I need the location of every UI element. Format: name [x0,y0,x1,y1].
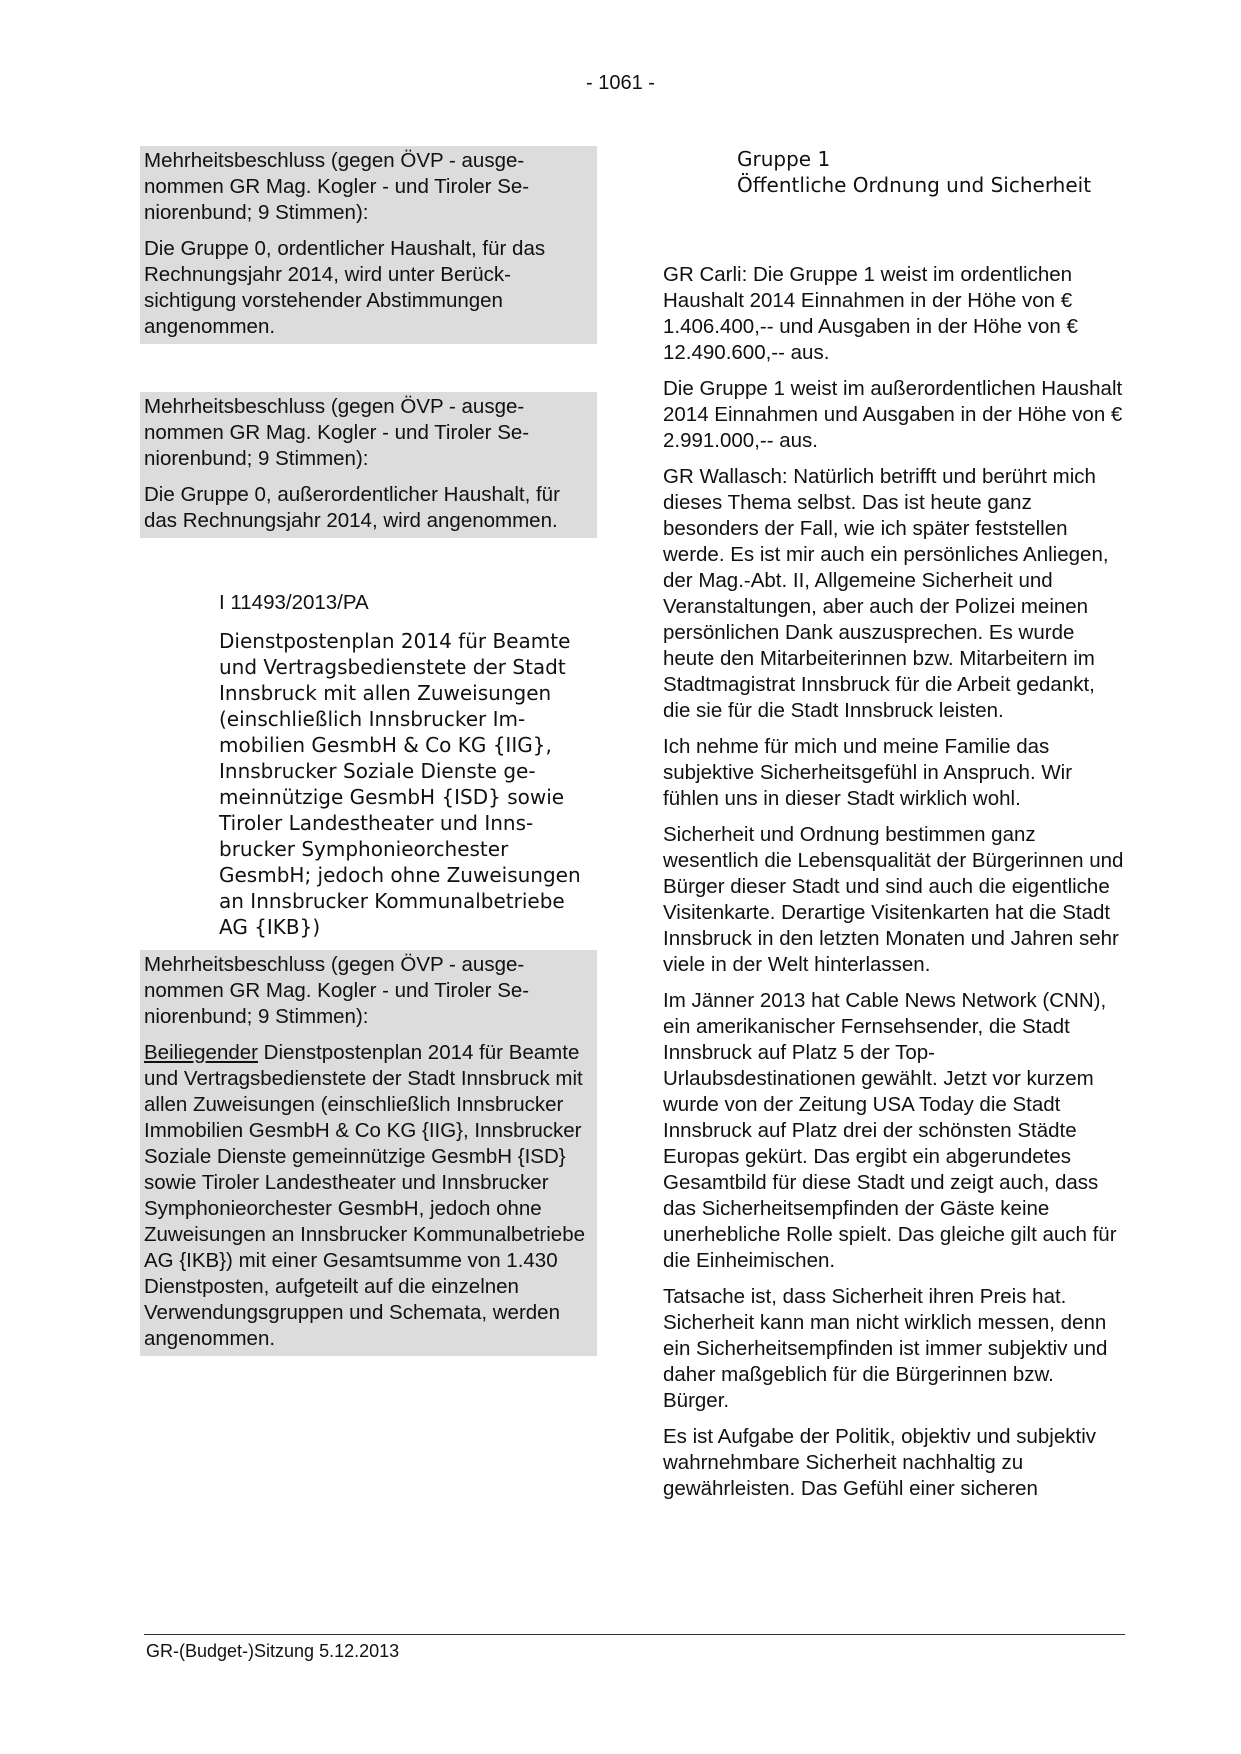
left-column [144,146,597,1356]
paragraph-4: Ich nehme für mich und meine Familie das subjektive Sicherheitsgefühl in Anspruch. Wir fühlen uns in dieser Stadt wirklich wohl. [663,735,1073,810]
resolution-box-1 [140,146,597,344]
paragraph-7: Tatsache ist, dass Sicherheit ihren Preis hat. Sicherheit kann man nicht wirklich messen, denn ein Sicherheitsempfinden ist immer subjektiv und daher maßgeblich für die Bürgerinnen bzw. Bürger. [663,1285,1108,1412]
page-number: - 1061 - [586,72,655,94]
paragraph-1: GR Carli: Die Gruppe 1 weist im ordentlichen Haushalt 2014 Einnahmen in der Höhe von € 1.406.400,-- und Ausgaben in der Höhe von € 12.490.600,-- aus. [663,263,1078,364]
resolution-heading: Mehrheitsbeschluss (gegen ÖVP - ausgenommen GR Mag. Kogler - und Tiroler Seniorenbund; 9 Stimmen): [144,395,530,470]
resolution-text: Die Gruppe 0, ordentlicher Haushalt, für das Rechnungsjahr 2014, wird unter Berücksichtigung vorstehender Abstimmungen angenommen. [144,237,546,338]
resolution-box-3 [140,950,597,1356]
resolution-text-body: Dienstpostenplan 2014 für Beamte und Vertragsbedienstete der Stadt Innsbruck mit allen Zuweisungen (einschließlich Innsbrucker Immobilien GesmbH & Co KG {IIG}, Innsbrucker Soziale Dienste gemeinnützige GesmbH {ISD} sowie Tiroler Landestheater und Innsbrucker Symphonieorchester GesmbH, jedoch ohne Zuweisungen an Innsbrucker Kommunalbetriebe AG {IKB}) mit einer Gesamtsumme von 1.430 Dienstposten, aufgeteilt auf die einzelnen Verwendungsgruppen und Schemata, werden angenommen. [144,1041,586,1350]
resolution-box-2 [140,392,597,538]
resolution-heading: Mehrheitsbeschluss (gegen ÖVP - ausgenommen GR Mag. Kogler - und Tiroler Seniorenbund; 9 Stimmen): [144,953,530,1028]
agenda-item-title: Dienstpostenplan 2014 für Beamte und Vertragsbedienstete der Stadt Innsbruck mit allen Zuweisungen (einschließlich Innsbrucker Immobilien GesmbH & Co KG {IIG}, Innsbrucker Soziale Dienste gemeinnützige GesmbH {ISD} sowie Tiroler Landestheater und Innsbrucker Symphonieorchester GesmbH; jedoch ohne Zuweisungen an Innsbrucker Kommunalbetriebe AG {IKB}) [219,629,581,939]
footer-text: GR-(Budget-)Sitzung 5.12.2013 [146,1641,400,1661]
paragraph-6: Im Jänner 2013 hat Cable News Network (CNN), ein amerikanischer Fernsehsender, die Stadt Innsbruck auf Platz 5 der Top-Urlaubsdestinationen gewählt. Jetzt vor kurzem wurde von der Zeitung USA Today die Stadt Innsbruck auf Platz drei der schönsten Städte Europas gekürt. Das ergibt ein abgerundetes Gesamtbild für diese Stadt und zeigt auch, dass das Sicherheitsempfinden der Gäste keine unerhebliche Rolle spielt. Das gleiche gilt auch für die Einheimischen. [663,989,1117,1272]
paragraph-5: Sicherheit und Ordnung bestimmen ganz wesentlich die Lebensqualität der Bürgerinnen und Bürger dieser Stadt und sind auch die eigentliche Visitenkarte. Derartige Visitenkarten hat die Stadt Innsbruck in den letzten Monaten und Jahren sehr viele in der Welt hinterlassen. [663,823,1124,976]
resolution-text [144,1040,593,1352]
paragraph-3: GR Wallasch: Natürlich betrifft und berührt mich dieses Thema selbst. Das ist heute ganz besonders der Fall, wie ich später feststellen werde. Es ist mir auch ein persönliches Anliegen, der Mag.-Abt. II, Allgemeine Sicherheit und Veranstaltungen, aber auch der Polizei meinen persönlichen Dank auszusprechen. Es wurde heute den Mitarbeiterinnen bzw. Mitarbeitern im Stadtmagistrat Innsbruck für die Arbeit gedankt, die sie für die Stadt Innsbruck leisten. [663,465,1109,722]
right-column [663,146,1125,1512]
underlined-word: Beiliegender [144,1041,258,1064]
paragraph-8: Es ist Aufgabe der Politik, objektiv und subjektiv wahrnehmbare Sicherheit nachhaltig zu gewährleisten. Das Gefühl einer sicheren [663,1425,1097,1500]
paragraph-2: Die Gruppe 1 weist im außerordentlichen Haushalt 2014 Einnahmen und Ausgaben in der Höhe von € 2.991.000,-- aus. [663,377,1123,452]
group-heading [737,146,1125,198]
group-title: Öffentliche Ordnung und Sicherheit [737,173,1092,197]
footer-divider [144,1634,1125,1635]
agenda-item-id: I 11493/2013/PA [219,591,369,614]
group-number: Gruppe 1 [737,147,831,171]
resolution-heading: Mehrheitsbeschluss (gegen ÖVP - ausgenommen GR Mag. Kogler - und Tiroler Seniorenbund; 9 Stimmen): [144,149,530,224]
resolution-text: Die Gruppe 0, außerordentlicher Haushalt, für das Rechnungsjahr 2014, wird angenommen. [144,483,560,532]
agenda-item [219,590,597,940]
